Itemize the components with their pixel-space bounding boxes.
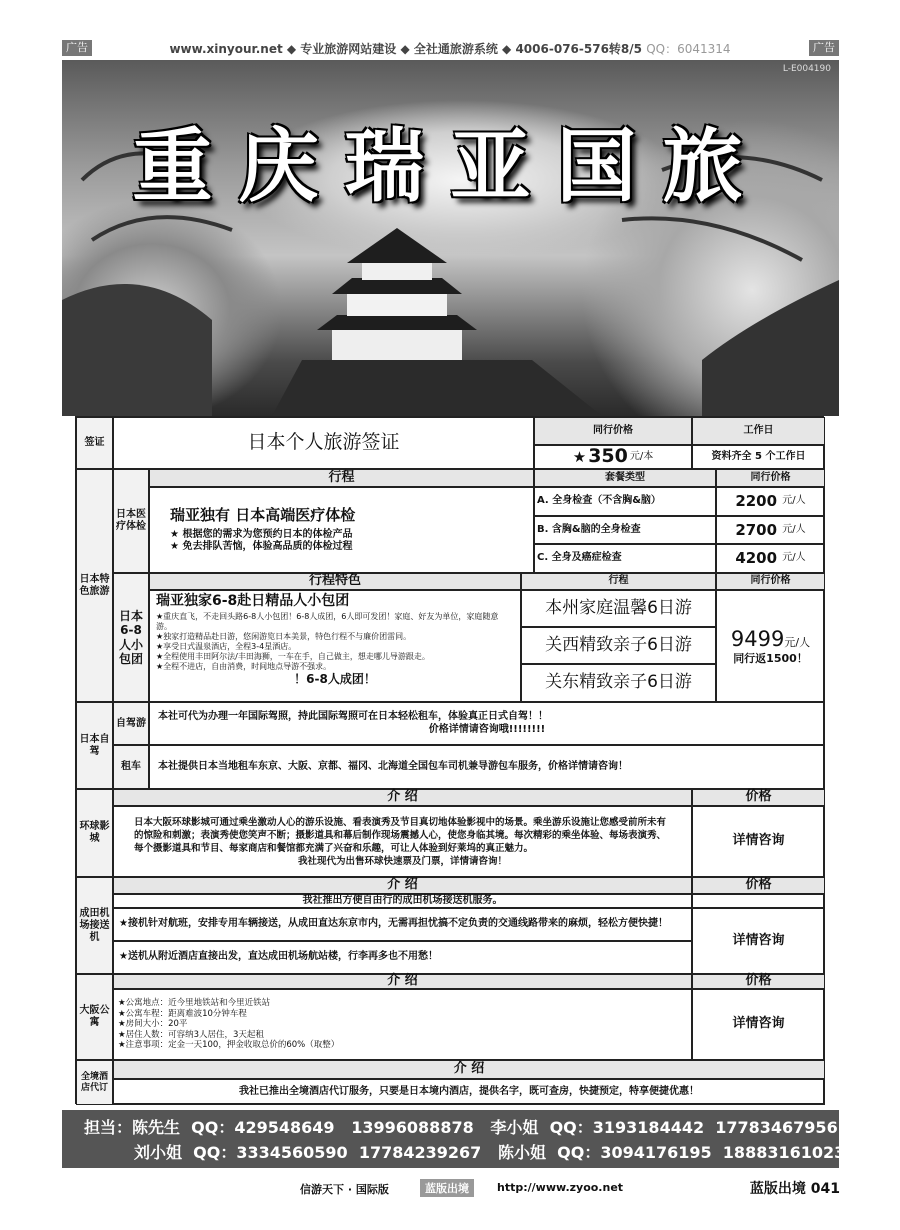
group-price-line (731, 626, 810, 652)
medical-package-c: C. 全身及癌症检查 (534, 544, 716, 573)
usj-price-header: 价格 (692, 789, 825, 806)
group-rebate: 同行返1500！ (733, 652, 808, 666)
self-drive-text (149, 702, 825, 745)
top-banner-qq: QQ：6041314 (646, 42, 731, 56)
hero-image (62, 60, 839, 416)
usj-label: 环球影城 (76, 789, 113, 877)
group-detail-4: ★全程使用丰田阿尔法/丰田海狮，一车在手，自己做主，想走哪儿导游跟走。 (156, 651, 430, 661)
visa-price-unit: 元/本 (629, 450, 654, 462)
self-drive-line-2: 价格详情请咨询哦!!!!!!!! (428, 723, 546, 735)
narita-intro-blank (692, 894, 825, 908)
medical-price-b-unit: 元/人 (782, 523, 806, 535)
visa-price-header: 同行价格 (534, 417, 692, 445)
group-price (716, 590, 825, 702)
group-price-header: 同行价格 (716, 573, 825, 590)
visa-price-value: 350 (588, 445, 628, 468)
car-rental-label: 租车 (113, 745, 149, 789)
product-table (75, 416, 824, 1104)
footer-page-number: 蓝版出境 041 (749, 1181, 840, 1197)
osaka-item-1: ★公寓地点：近今里地铁站和今里近铁站 (118, 997, 271, 1008)
visa-workday: 资料齐全 5 个工作日 (692, 445, 825, 469)
usj-text-block (113, 806, 692, 877)
top-banner-text: www.xinyour.net ◆ 专业旅游网站建设 ◆ 全社通旅游系统 ◆ 4006-076-576转8/5 (169, 42, 642, 56)
group-route-1: 本州家庭温馨6日游 (521, 590, 716, 627)
osaka-item-5: ★注意事项：定金一天100，押金收取总价的60%（取整） (118, 1040, 340, 1051)
medical-bullet-2: ★ 免去排队苦恼，体验高品质的体检过程 (170, 541, 353, 553)
visa-workday-header: 工作日 (692, 417, 825, 445)
group-title: 瑞亚独家6-8赴日精品人小包团 (156, 593, 350, 609)
narita-dropoff: ★送机从附近酒店直接出发，直达成田机场航站楼，行李再多也不用愁！ (113, 941, 692, 974)
group-detail-3: ★享受日式温泉酒店，全程3-4星酒店。 (156, 641, 297, 651)
footer-url[interactable]: http://www.zyoo.net (497, 1181, 624, 1194)
drive-label: 日本自驾 (76, 702, 113, 789)
ad-tag-right: 广告 (809, 40, 839, 56)
contact-row-1: 担当：陈先生 QQ：429548649 13996088878 李小姐 QQ：3193184442 17783467956 (84, 1118, 838, 1137)
narita-price: 详情咨询 (692, 908, 825, 974)
top-banner (95, 40, 805, 57)
group-detail-2: ★独家打造精品赴日游，悠闲游览日本美景，特色行程不与廉价团雷同。 (156, 631, 412, 641)
hotel-label: 全境酒店代订 (76, 1060, 113, 1105)
narita-intro-header: 介 绍 (113, 877, 692, 894)
osaka-details (113, 989, 692, 1060)
osaka-price-header: 价格 (692, 974, 825, 989)
medical-price-a-value: 2200 (735, 492, 778, 511)
self-drive-label: 自驾游 (113, 702, 149, 745)
osaka-intro-header: 介 绍 (113, 974, 692, 989)
special-tour-label: 日本特色旅游 (76, 469, 113, 702)
medical-package-b: B. 含胸&脑的全身检查 (534, 516, 716, 544)
visa-label: 签证 (76, 417, 113, 469)
medical-description (149, 487, 534, 573)
medical-bullet-1: ★ 根据您的需求为您预约日本的体检产品 (170, 528, 353, 540)
usj-text: 日本大阪环球影城可通过乘坐激动人心的游乐设施、看表演秀及节目真切地体验影视中的场景。乘坐游乐设施让您感受前所未有的惊险和刺激；表演秀使您笑声不断；摄影道具和幕后制作现场震撼人心，使您身临其境。每次精彩的乘坐体验、每场表演秀、每个摄影道具和节目、每家商店和餐馆都充满了兴奋和乐趣，可让人体验到好莱坞的真正魅力。 (134, 816, 667, 855)
hotel-text: 我社已推出全境酒店代订服务，只要是日本境内酒店，提供名字，既可查房，快捷预定，特享便捷优惠！ (113, 1079, 825, 1105)
medical-price-c-unit: 元/人 (782, 552, 806, 564)
osaka-item-3: ★房间大小：20平 (118, 1019, 188, 1030)
narita-intro: 我社推出方便自由行的成田机场接送机服务。 (113, 894, 692, 908)
ad-tag-left: 广告 (62, 40, 92, 56)
medical-package-a: A. 全身检查（不含胸&脑） (534, 487, 716, 516)
medical-price-a-unit: 元/人 (782, 495, 806, 507)
medical-title: 瑞亚独有 日本高端医疗体检 (170, 506, 356, 525)
visa-price: ★ 350 元/本 (534, 445, 692, 469)
usj-intro-header: 介 绍 (113, 789, 692, 806)
medical-price-b (716, 516, 825, 544)
medical-price-header: 同行价格 (716, 469, 825, 487)
group-features-header: 行程特色 (149, 573, 521, 590)
hero-title: 重庆瑞亚国旅 (132, 119, 769, 213)
osaka-item-4: ★居住人数：可容纳3人居住，3天起租 (118, 1029, 264, 1040)
usj-price: 详情咨询 (692, 806, 825, 877)
medical-label: 日本医疗体检 (113, 469, 149, 573)
medical-price-b-value: 2700 (735, 520, 778, 539)
contact-row-2: 刘小姐 QQ：3334560590 17784239267 陈小姐 QQ：3094176195 18883161023 (134, 1143, 846, 1162)
page-footer (0, 1178, 900, 1198)
medical-price-a (716, 487, 825, 516)
group-route-header: 行程 (521, 573, 716, 590)
self-drive-line-1: 本社可代为办理一年国际驾照，持此国际驾照可在日本轻松租车，体验真正日式自驾！！ (158, 711, 548, 722)
group-price-unit: 元/人 (784, 636, 811, 649)
footer-brand: 信游天下 · 国际版 (300, 1183, 389, 1196)
group-detail-1: ★重庆直飞，不走回头路6-8人小包团！6-8人成团，6人即可发团！家庭、好友为单位，家庭随意游。 (156, 611, 499, 631)
osaka-label: 大阪公寓 (76, 974, 113, 1060)
hotel-intro-header: 介 绍 (113, 1060, 825, 1079)
group-detail-5: ★全程不进店，自由消费，时间地点导游不强求。 (156, 661, 332, 671)
medical-package-header: 套餐类型 (534, 469, 716, 487)
narita-pickup: ★接机针对航班，安排专用车辆接送，从成田直达东京市内，无需再担忧搞不定负责的交通线路带来的麻烦，轻松方便快捷！ (113, 908, 692, 941)
group-description (149, 590, 521, 702)
contact-bar (62, 1110, 846, 1168)
car-rental-text: 本社提供日本当地租车东京、大阪、京都、福冈、北海道全国包车司机兼导游包车服务，价格详情请咨询！ (149, 745, 825, 789)
hero-code: L-E004190 (782, 64, 831, 74)
osaka-price: 详情咨询 (692, 989, 825, 1060)
group-note: ！6-8人成团！ (294, 671, 376, 686)
group-tour-label: 日本6-8人小包团 (113, 573, 149, 702)
medical-itinerary-header: 行程 (149, 469, 534, 487)
usj-note: 我社现代为出售环球快速票及门票，详情请咨询！ (297, 855, 507, 867)
group-route-3: 关东精致亲子6日游 (521, 664, 716, 702)
medical-price-c-value: 4200 (735, 549, 778, 568)
medical-price-c (716, 544, 825, 573)
footer-badge: 蓝版出境 (420, 1179, 474, 1197)
narita-label: 成田机场接送机 (76, 877, 113, 974)
osaka-item-2: ★公寓车程：距离难波10分钟车程 (118, 1008, 247, 1019)
narita-price-header: 价格 (692, 877, 825, 894)
group-route-2: 关西精致亲子6日游 (521, 627, 716, 664)
visa-title: 日本个人旅游签证 (113, 417, 534, 469)
group-price-value: 9499 (730, 627, 785, 651)
